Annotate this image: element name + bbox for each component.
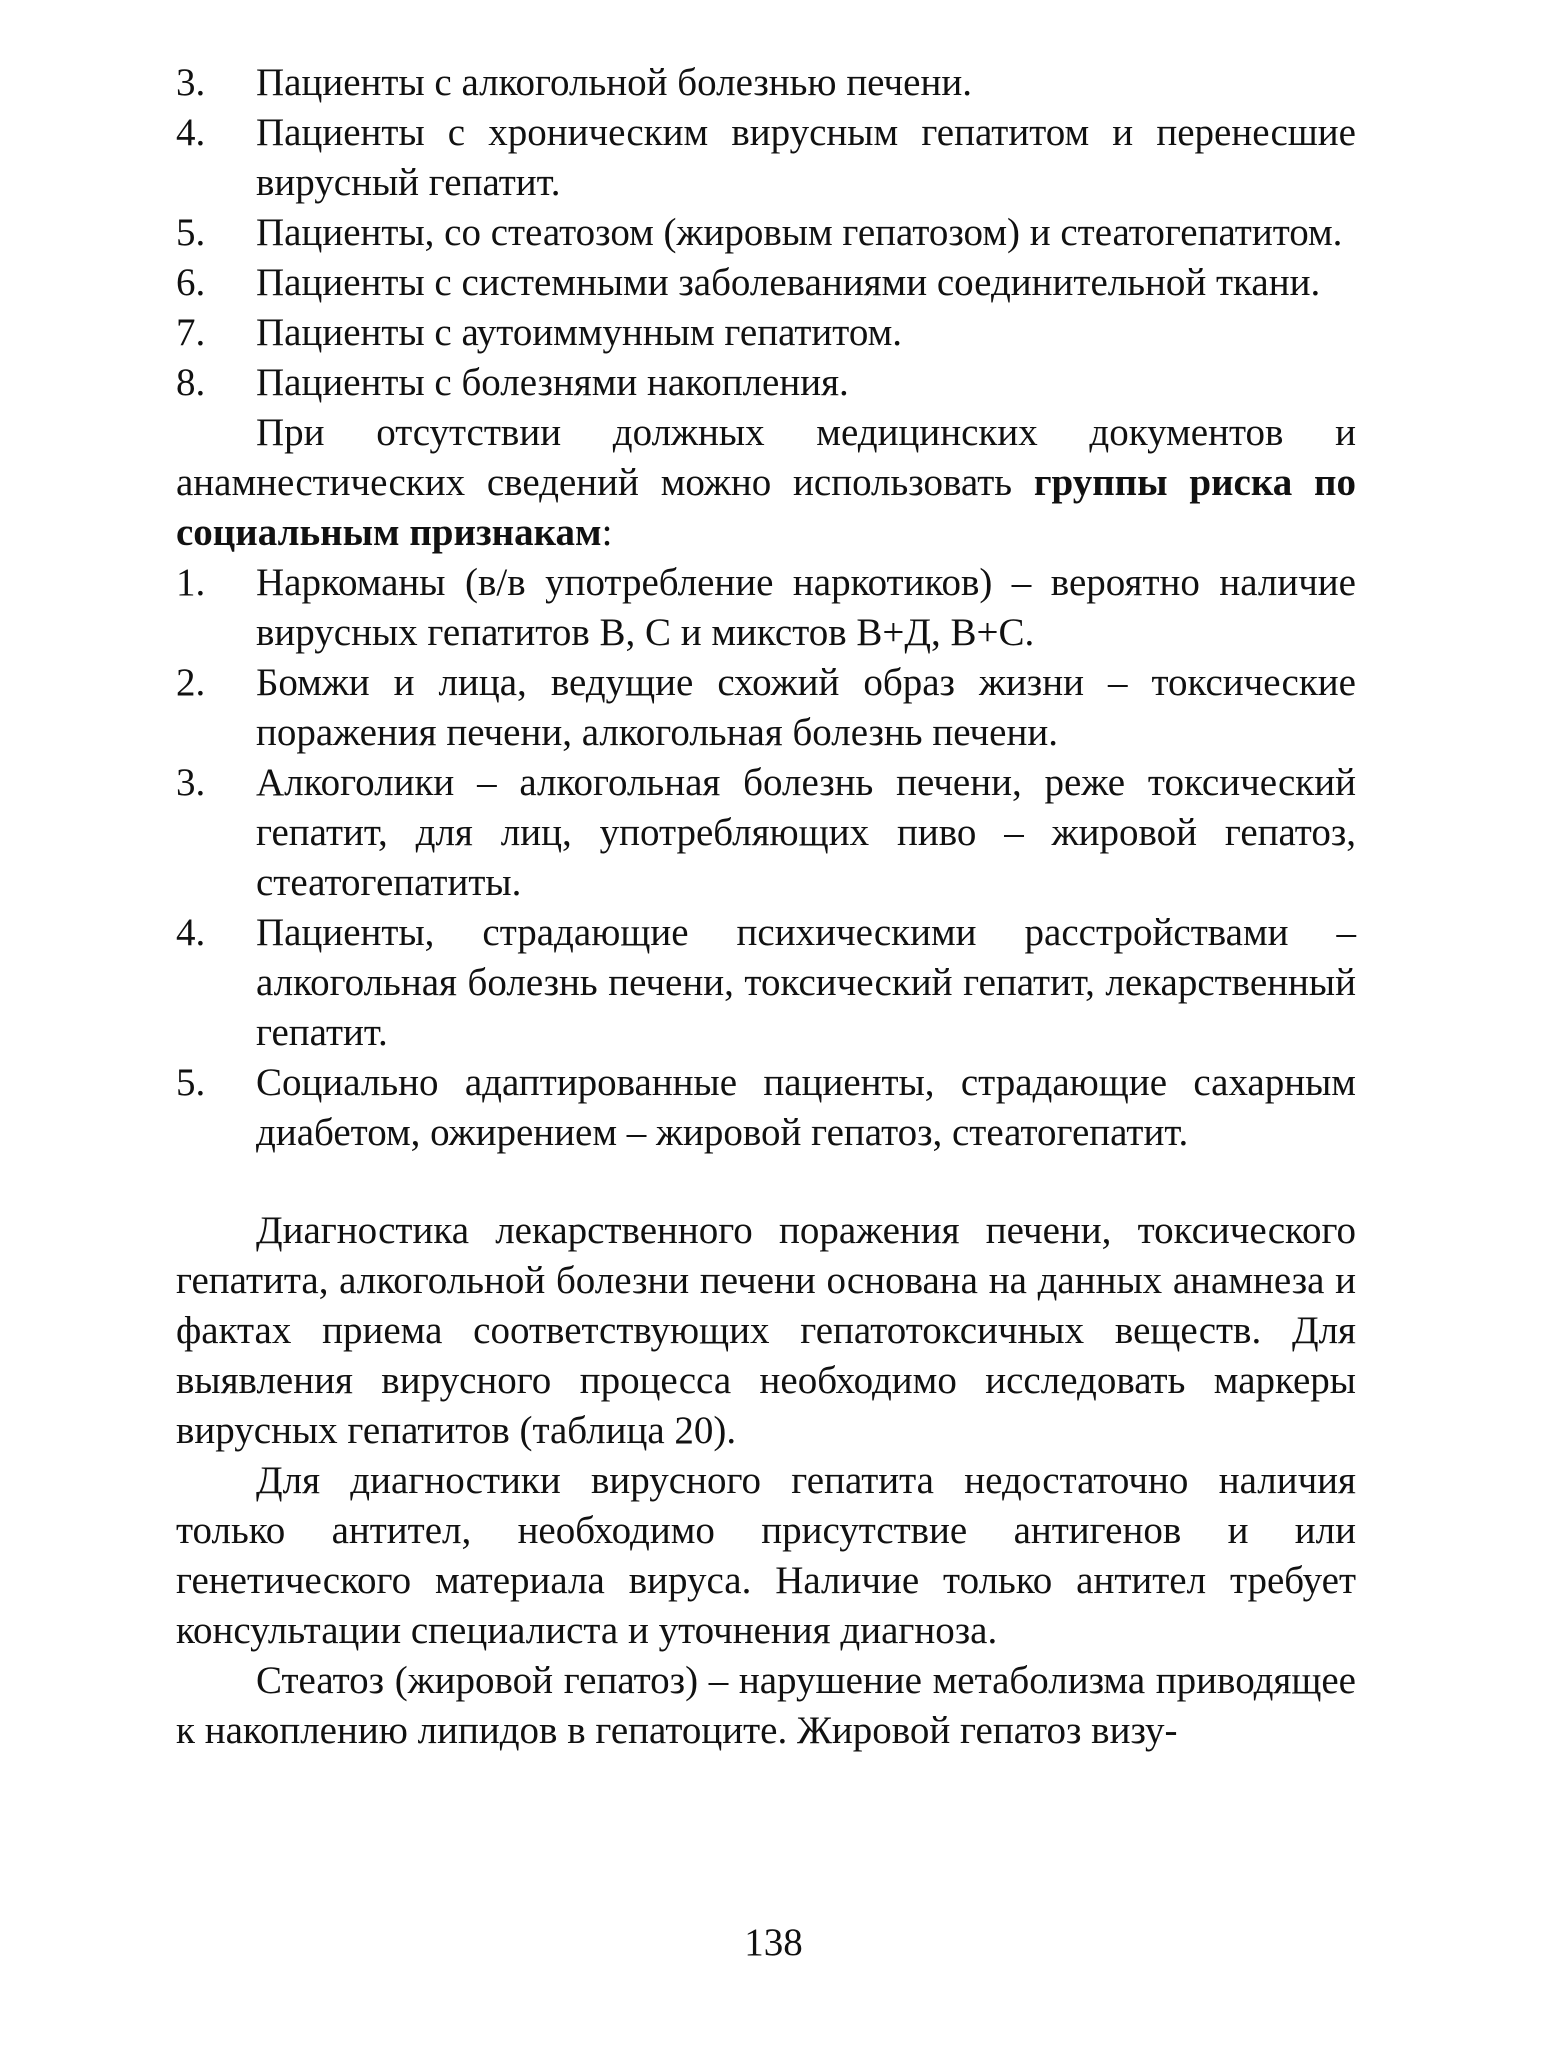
diagnosis-paragraph: Диагностика лекарственного поражения печени, токсического гепатита, алкогольной болезни печени основана на данных анамнеза и фактах приема соответствующих гепатотоксичных веществ. Для выявления вирусного процесса необходимо исследовать маркеры вирусных гепатитов (таблица 20).: [176, 1209, 1356, 1452]
list-item-number: 3.: [176, 61, 206, 104]
social-risk-heading: группы риска по социальным признакам: [176, 461, 1356, 554]
social-risk-intro: [176, 408, 1356, 558]
list-item-text: Алкоголики – алкогольная болезнь печени, реже токсический гепатит, для лиц, употребляющих пиво – жировой гепатоз, стеатогепатиты.: [256, 761, 1356, 904]
list-item: [176, 908, 1356, 1058]
list-item: [176, 658, 1356, 758]
list-item-text: Пациенты, страдающие психическими расстройствами – алкогольная болезнь печени, токсический гепатит, лекарственный гепатит.: [256, 911, 1356, 1054]
list-item-number: 5.: [176, 1061, 206, 1104]
list-item: [176, 108, 1356, 208]
list-item-number: 3.: [176, 761, 206, 804]
list-item: [176, 308, 1356, 358]
list-item: [176, 758, 1356, 908]
list-item-text: Наркоманы (в/в употребление наркотиков) – вероятно наличие вирусных гепатитов В, С и микстов В+Д, В+С.: [256, 561, 1356, 654]
list-item-number: 6.: [176, 261, 206, 304]
list-item-number: 7.: [176, 311, 206, 354]
list-item-text: Бомжи и лица, ведущие схожий образ жизни – токсические поражения печени, алкогольная болезнь печени.: [256, 661, 1356, 754]
list-item-text: Пациенты с системными заболеваниями соединительной ткани.: [256, 261, 1321, 304]
list-item-text: Пациенты с аутоиммунным гепатитом.: [256, 311, 903, 354]
intro-colon: :: [601, 511, 613, 554]
list-item: [176, 58, 1356, 108]
section-gap: [176, 1158, 1356, 1206]
page-text-block: [176, 58, 1356, 1756]
list-item-number: 4.: [176, 111, 206, 154]
list-item-text: Пациенты с хроническим вирусным гепатитом и перенесшие вирусный гепатит.: [256, 111, 1356, 204]
page-number: 138: [744, 1921, 803, 1964]
list-item: [176, 558, 1356, 658]
list-item: [176, 258, 1356, 308]
list-item-number: 4.: [176, 911, 206, 954]
list-item-text: Пациенты с болезнями накопления.: [256, 361, 849, 404]
intro-text: При отсутствии должных медицинских документов и анамнестических сведений можно использовать: [176, 411, 1356, 504]
list-item: [176, 358, 1356, 408]
patient-risk-list: [176, 58, 1356, 408]
list-item-number: 2.: [176, 661, 206, 704]
social-risk-list: [176, 558, 1356, 1158]
list-item-number: 8.: [176, 361, 206, 404]
list-item: [176, 1058, 1356, 1158]
list-item: [176, 208, 1356, 258]
list-item-number: 5.: [176, 211, 206, 254]
viral-hepatitis-paragraph: Для диагностики вирусного гепатита недостаточно наличия только антител, необходимо присутствие антигенов и или генетического материала вируса. Наличие только антител требует консультации специалиста и уточнения диагноза.: [176, 1459, 1356, 1652]
list-item-number: 1.: [176, 561, 206, 604]
list-item-text: Социально адаптированные пациенты, страдающие сахарным диабетом, ожирением – жировой гепатоз, стеатогепатит.: [256, 1061, 1356, 1154]
steatosis-paragraph: Стеатоз (жировой гепатоз) – нарушение метаболизма приводящее к накоплению липидов в гепатоците. Жировой гепатоз визу-: [176, 1659, 1356, 1752]
list-item-text: Пациенты с алкогольной болезнью печени.: [256, 61, 972, 104]
list-item-text: Пациенты, со стеатозом (жировым гепатозом) и стеатогепатитом.: [256, 211, 1343, 254]
